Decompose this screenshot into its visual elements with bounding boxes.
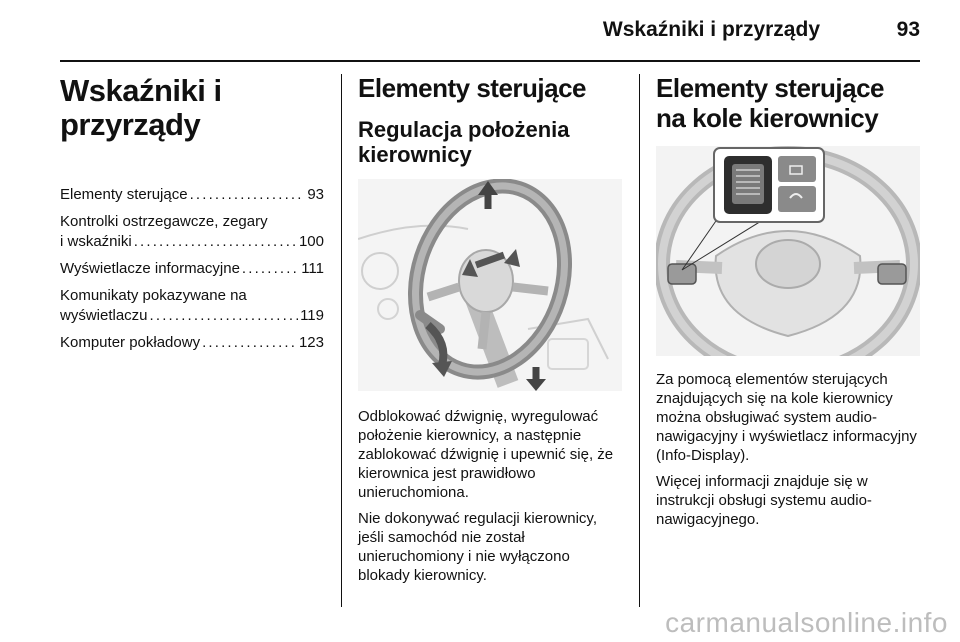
toc-entry-page: 93: [307, 186, 324, 204]
paragraph: Nie dokonywać regulacji kierownicy, jeśli samochód nie został unieruchomiony i nie wyłączono blokady kierownicy.: [358, 510, 597, 585]
toc-entry-page: 119: [300, 307, 324, 325]
table-of-contents: [60, 185, 324, 353]
toc-entry[interactable]: [60, 185, 324, 205]
toc-entry-page: 111: [301, 260, 324, 278]
toc-entry-page: 100: [298, 233, 324, 251]
toc-entry-label: Komputer pokładowy: [60, 334, 201, 352]
toc-entry[interactable]: [60, 286, 324, 326]
column-divider-1: [341, 74, 342, 607]
steering-wheel-controls-column: [656, 74, 920, 536]
section-heading: Elementy sterujące na kole kierownicy: [656, 73, 885, 133]
steering-wheel-controls-illustration: [656, 146, 920, 356]
page-number: 93: [896, 18, 920, 41]
paragraph: Więcej informacji znajduje się w instrukcji obsługi systemu audio-nawigacyjnego.: [656, 472, 872, 528]
toc-entry-label: i wskaźniki: [60, 233, 132, 251]
toc-leader-dots: [242, 259, 299, 279]
chapter-toc-column: [60, 74, 324, 360]
toc-leader-dots: [134, 232, 297, 252]
subsection-heading: Regulacja położenia kierownicy: [358, 116, 570, 168]
toc-entry-label: Wyświetlacze informacyjne: [60, 260, 240, 278]
toc-entry[interactable]: [60, 333, 324, 353]
toc-entry-page: 123: [298, 334, 324, 352]
watermark: carmanualsonline.info: [665, 607, 948, 638]
section-heading: Elementy sterujące: [358, 73, 587, 103]
toc-entry-label: wyświetlaczu: [60, 307, 148, 325]
toc-entry-label: Elementy sterujące: [60, 186, 188, 204]
running-header-title: Wskaźniki i przyrządy: [602, 18, 820, 41]
toc-leader-dots: [150, 306, 299, 326]
header-rule: [60, 60, 920, 62]
column-divider-2: [639, 74, 640, 607]
toc-leader-dots: [190, 185, 306, 205]
toc-entry-label: Komunikaty pokazywane na: [60, 287, 247, 305]
paragraph: Odblokować dźwignię, wyregulować położenie kierownicy, a następnie zablokować dźwignię i upewnić się, że kierownica jest prawidłowo unieruchomiona.: [358, 408, 614, 502]
steering-adjustment-illustration: [358, 179, 622, 391]
paragraph: Za pomocą elementów sterujących znajdujących się na kole kierownicy można obsługiwać system audio-nawigacyjny i wyświetlacz informacyjny (Info-Display).: [656, 370, 917, 464]
toc-entry[interactable]: [60, 212, 324, 252]
toc-entry[interactable]: [60, 259, 324, 279]
chapter-title: Wskaźniki i przyrządy: [60, 73, 222, 143]
steering-adjustment-column: [358, 74, 622, 592]
toc-entry-label: Kontrolki ostrzegawcze, zegary: [60, 213, 268, 231]
toc-leader-dots: [202, 333, 297, 353]
